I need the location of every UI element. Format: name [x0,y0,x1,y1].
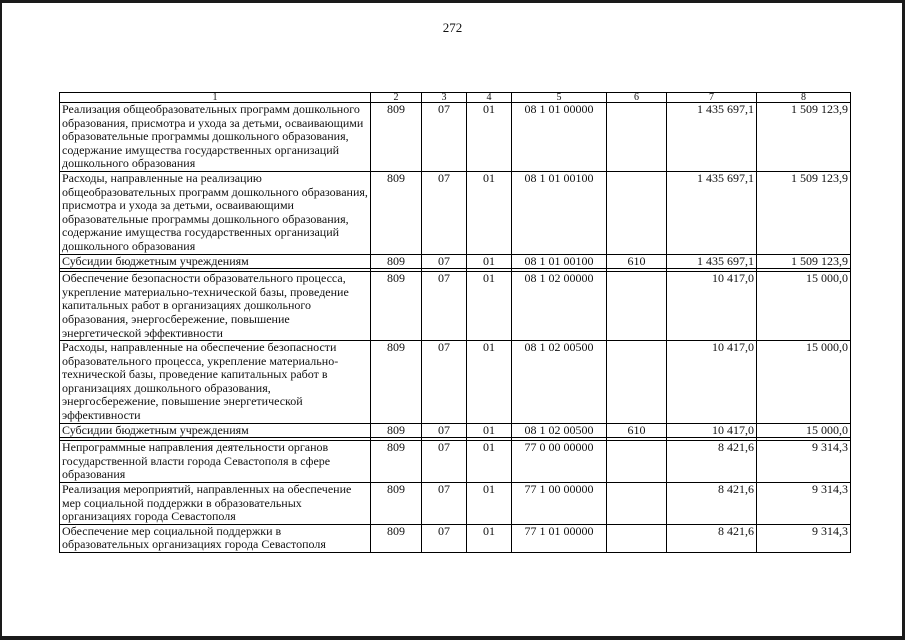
row-pr: 01 [467,524,512,552]
row-csr: 77 1 00 00000 [512,483,607,525]
row-pr: 01 [467,441,512,483]
row-vr [607,441,667,483]
row-rz: 07 [422,524,467,552]
row-csr: 08 1 01 00100 [512,171,607,254]
row-vr [607,341,667,424]
header-cell: 1 [60,93,371,103]
row-csr: 08 1 01 00000 [512,103,607,172]
row-vr [607,272,667,341]
table-row [60,441,851,483]
row-sum-2: 1 509 123,9 [757,254,851,269]
row-sum-2: 15 000,0 [757,272,851,341]
header-cell: 8 [757,93,851,103]
row-csr: 08 1 02 00500 [512,423,607,438]
row-rz: 07 [422,272,467,341]
header-cell: 5 [512,93,607,103]
table-row [60,341,851,424]
scan-border-bottom [0,636,905,640]
row-gr: 809 [371,423,422,438]
row-vr [607,103,667,172]
row-rz: 07 [422,423,467,438]
row-sum-2: 15 000,0 [757,341,851,424]
row-gr: 809 [371,103,422,172]
row-sum-2: 9 314,3 [757,483,851,525]
table-row [60,524,851,552]
row-vr: 610 [607,423,667,438]
row-rz: 07 [422,254,467,269]
row-pr: 01 [467,341,512,424]
scan-border-left [0,0,2,640]
row-sum-2: 1 509 123,9 [757,103,851,172]
table-row [60,483,851,525]
row-gr: 809 [371,254,422,269]
header-cell: 6 [607,93,667,103]
row-sum-2: 15 000,0 [757,423,851,438]
row-csr: 08 1 02 00500 [512,341,607,424]
row-name: Реализация общеобразовательных программ дошкольного образования, присмотра и ухода за детьми, осваивающими образовательные программы дошкольного образования, содержание имущества государственных организаций дошкольного образования [60,103,371,172]
row-sum-1: 1 435 697,1 [667,171,757,254]
header-cell: 4 [467,93,512,103]
row-rz: 07 [422,441,467,483]
table-row [60,254,851,269]
row-pr: 01 [467,272,512,341]
row-sum-1: 10 417,0 [667,341,757,424]
row-gr: 809 [371,272,422,341]
header-cell: 7 [667,93,757,103]
row-gr: 809 [371,441,422,483]
row-sum-2: 1 509 123,9 [757,171,851,254]
row-sum-1: 8 421,6 [667,524,757,552]
row-name: Обеспечение безопасности образовательного процесса, укрепление материально-технической базы, проведение капитальных работ в организациях дошкольного образования, энергосбережение, повышение энергетической эффективности [60,272,371,341]
row-rz: 07 [422,103,467,172]
page-number: 272 [442,20,463,35]
row-gr: 809 [371,341,422,424]
row-name: Расходы, направленные на обеспечение безопасности образовательного процесса, укрепление материально-технической базы, проведение капитальных работ в организациях дошкольного образования, энергосбережение, повышение энергетической эффективности [60,341,371,424]
header-cell: 2 [371,93,422,103]
budget-table [59,92,851,553]
header-cell: 3 [422,93,467,103]
row-sum-2: 9 314,3 [757,441,851,483]
row-gr: 809 [371,171,422,254]
row-pr: 01 [467,171,512,254]
row-sum-1: 1 435 697,1 [667,254,757,269]
row-name: Реализация мероприятий, направленных на обеспечение мер социальной поддержки в образовательных организациях города Севастополя [60,483,371,525]
row-pr: 01 [467,103,512,172]
row-csr: 77 1 01 00000 [512,524,607,552]
row-csr: 77 0 00 00000 [512,441,607,483]
table-row [60,103,851,172]
row-rz: 07 [422,483,467,525]
row-pr: 01 [467,483,512,525]
row-csr: 08 1 01 00100 [512,254,607,269]
row-vr [607,524,667,552]
row-csr: 08 1 02 00000 [512,272,607,341]
row-name: Обеспечение мер социальной поддержки в образовательных организациях города Севастополя [60,524,371,552]
row-sum-1: 1 435 697,1 [667,103,757,172]
row-rz: 07 [422,171,467,254]
row-vr [607,483,667,525]
row-name: Субсидии бюджетным учреждениям [60,254,371,269]
table-row [60,272,851,341]
row-rz: 07 [422,341,467,424]
row-gr: 809 [371,524,422,552]
row-sum-1: 10 417,0 [667,423,757,438]
row-name: Непрограммные направления деятельности органов государственной власти города Севастополя в сфере образования [60,441,371,483]
table-row [60,423,851,438]
row-sum-1: 8 421,6 [667,441,757,483]
row-sum-2: 9 314,3 [757,524,851,552]
row-pr: 01 [467,254,512,269]
row-sum-1: 8 421,6 [667,483,757,525]
row-sum-1: 10 417,0 [667,272,757,341]
scan-border-top [0,0,905,3]
row-name: Субсидии бюджетным учреждениям [60,423,371,438]
row-pr: 01 [467,423,512,438]
row-vr [607,171,667,254]
row-vr: 610 [607,254,667,269]
row-gr: 809 [371,483,422,525]
row-name: Расходы, направленные на реализацию общеобразовательных программ дошкольного образования, присмотра и ухода за детьми, осваивающими образовательные программы дошкольного образования, содержание имущества государственных организаций дошкольного образования [60,171,371,254]
table-row [60,171,851,254]
table-header-row [60,93,851,103]
